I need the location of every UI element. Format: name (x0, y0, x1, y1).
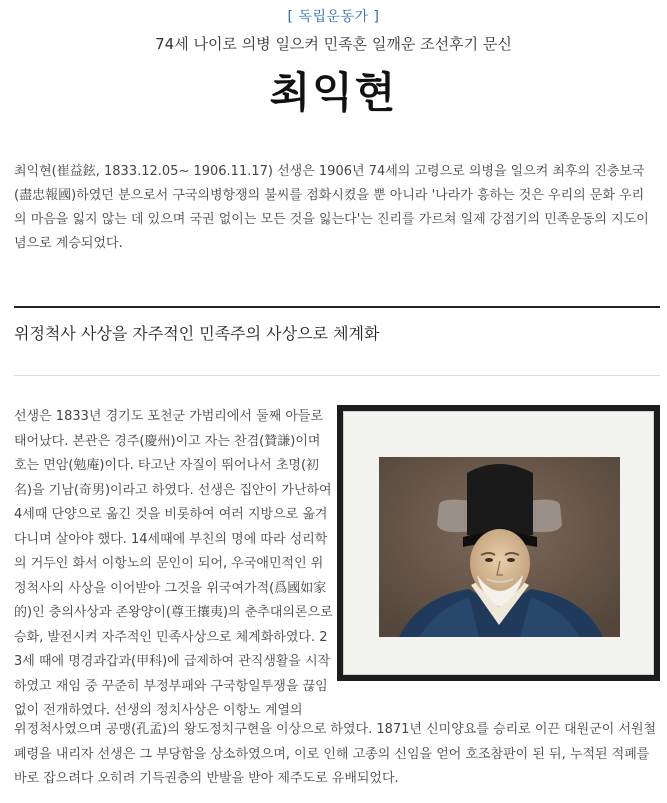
body-paragraph: 선생은 1833년 경기도 포천군 가범리에서 둘째 아들로 태어났다. 본관은 경주(慶州)이고 자는 찬겸(贊謙)이며 호는 면암(勉庵)이다. 타고난 자질이 뛰어나서 초명(初名)을 기남(奇男)이라고 하였다. 선생은 집안이 가난하여 4세때 단양으로 옮긴 것을 비롯하여 여러 지방으로 옮겨 다니며 살아야 했다. 14세때에 부친의 명에 따라 성리학의 거두인 화서 이항노의 문인이 되어, 우국애민적인 위정척사의 사상을 이어받아 그것을 위국여가적(爲國如家的)인 충의사상과 존왕양이(尊王攘夷)의 춘추대의론으로 승화, 발전시켜 자주적인 민족사상으로 체계화하였다. 23세 때에 명경과갑과(甲科)에 급제하여 관직생활을 시작하였고 재임 중 꾸준히 부정부패와 구국항일투쟁을 끊임없이 전개하였다. 선생의 정치사상은 이항노 계열의 (14, 409, 333, 718)
category-label: [ 독립운동가 ] (287, 9, 380, 25)
page-title: 최익현 (269, 68, 398, 117)
page-subtitle: 74세 나이로 의병 일으켜 민족혼 일깨운 조선후기 문신 (155, 35, 512, 53)
section-divider (14, 306, 660, 308)
portrait-frame (337, 405, 660, 681)
body-paragraph-continued: 위정척사였으며 공맹(孔孟)의 왕도정치구현을 이상으로 하였다. 1871년 신미양요를 승리로 이끈 대원군이 서원철폐령을 내리자 선생은 그 부당함을 상소하였으며, 이로 인해 고종의 신임을 얻어 호조참판이 된 뒤, 누적된 적폐를 바로 잡으려다 오히려 기득권층의 반발을 받아 제주도로 유배되었다. (14, 722, 657, 786)
intro-paragraph: 최익현(崔益鉉, 1833.12.05~ 1906.11.17) 선생은 1906년 74세의 고령으로 의병을 일으켜 최후의 진충보국(盡忠報國)하였던 분으로서 구국의병항쟁의 불씨를 점화시켰을 뿐 아니라 '나라가 흥하는 것은 우리의 문화 우리의 마음을 잃지 않는 데 있으며 국권 없이는 모든 것을 잃는다'는 진리를 가르쳐 일제 강점기의 민족운동의 지도이념으로 계승되었다. (14, 164, 649, 251)
portrait-image (379, 457, 620, 637)
heading-underline (14, 375, 660, 376)
section-heading: 위정척사 사상을 자주적인 민족주의 사상으로 체계화 (14, 324, 380, 343)
portrait-mat (343, 411, 654, 675)
